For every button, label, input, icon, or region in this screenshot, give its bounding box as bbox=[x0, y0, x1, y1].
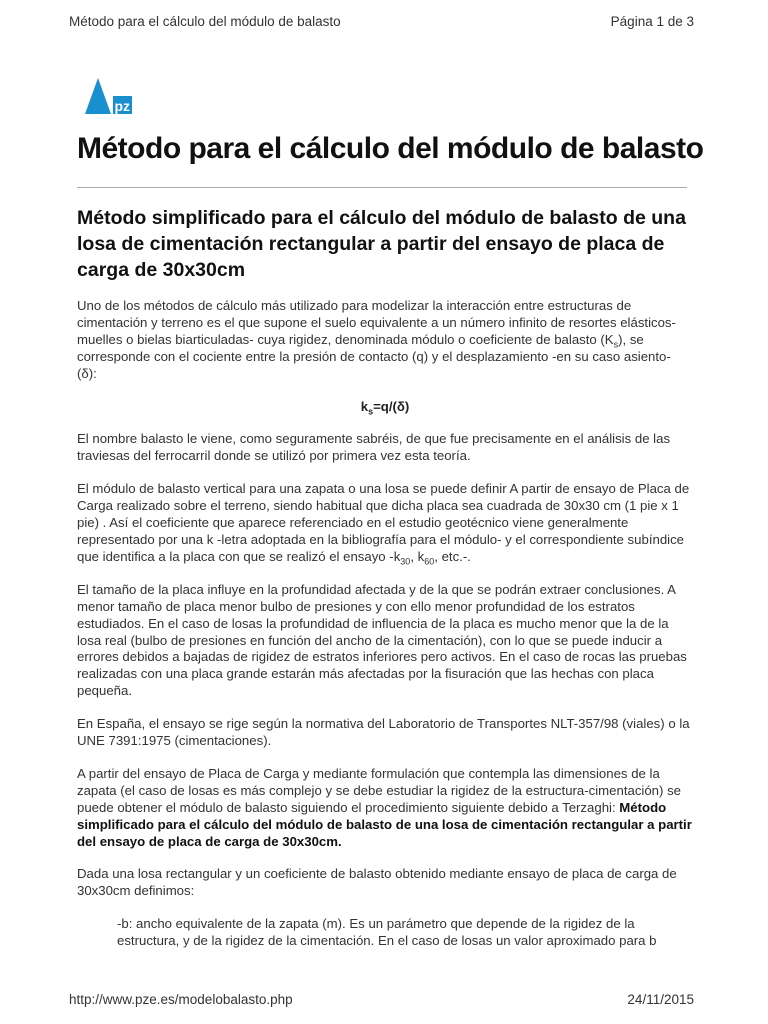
page-header-title: Método para el cálculo del módulo de balasto bbox=[69, 14, 341, 29]
pze-logo-icon bbox=[85, 78, 133, 114]
footer-url: http://www.pze.es/modelobalasto.php bbox=[69, 992, 293, 1007]
page-title: Método para el cálculo del módulo de balasto bbox=[77, 132, 704, 165]
paragraph-plate-size: El tamaño de la placa influye en la profundidad afectada y de la que se podrán extraer conclusiones. A menor tamaño de placa menor bulbo de presiones y con ello menor profundidad de los estratos estudiados. En el caso de losas la profundidad de influencia de la placa es mucho menor que la de la losa real (bulbo de presiones en función del ancho de la cimentación), con lo que se puede inducir a errores debidos a bajadas de rigidez de estratos inferiores pero activos. En el caso de rocas las pruebas realizadas con una placa grande estarán más afectadas por la fisuración que las hechas con placa pequeña. bbox=[77, 581, 687, 699]
paragraph-terzaghi: A partir del ensayo de Placa de Carga y mediante formulación que contempla las dimensiones de la zapata (el caso de losas es más complejo y se debe estudiar la rigidez de la estructura-cimentación) se puede obtener el módulo de balasto siguiendo el procedimiento siguiente debido a Terzaghi: Método simplificado para el cálculo del módulo de balasto de una losa de cimentación rectangular a partir del ensayo de placa de carga de 30x30cm. bbox=[77, 765, 692, 849]
paragraph-b-definition: -b: ancho equivalente de la zapata (m). Es un parámetro que depende de la rigidez de la estructura, y de la rigidez de la cimentación. En el caso de losas un valor aproximado para b bbox=[117, 916, 657, 949]
section-heading: Método simplificado para el cálculo del módulo de balasto de una losa de cimentación rectangular a partir del ensayo de placa de carga de 30x30cm bbox=[77, 207, 686, 281]
formula: $k_s=q/(\delta)$ bbox=[360, 398, 410, 417]
paragraph-definition: El módulo de balasto vertical para una zapata o una losa se puede definir A partir de ensayo de Placa de Carga realizado sobre el terreno, siendo habitual que dicha placa sea cuadrada de 30x30 cm (1 pie x 1 pie) . Así el coeficiente que aparece referenciado en el estudio geotécnico viene generalmente representado por una k -letra adoptada en la bibliografía para el módulo- y el correspondiente subíndice que identifica a la placa con que se realizó el ensayo $-k_{30}$, $k_{60}$, etc.-. bbox=[77, 481, 690, 567]
paragraph-intro: Uno de los métodos de cálculo más utilizado para modelizar la interacción entre estructuras de cimentación y terreno es el que supone el suelo equivalente a un número infinito de resortes elásticos-muelles o bielas biarticuladas- cuya rigidez, denominada módulo o coeficiente de balasto $(K_s)$, se corresponde con el cociente entre la presión de contacto (q) y el desplazamiento -en su caso asiento- (δ): bbox=[77, 298, 676, 381]
paragraph-origin: El nombre balasto le viene, como seguramente sabréis, de que fue precisamente en el análisis de las traviesas del ferrocarril donde se utilizó por primera vez esta teoría. bbox=[77, 431, 671, 464]
paragraph-norms: En España, el ensayo se rige según la normativa del Laboratorio de Transportes NLT-357/98 (viales) o la UNE 7391:1975 (cimentaciones). bbox=[77, 716, 690, 749]
pze-logo bbox=[85, 78, 133, 114]
paragraph-define: Dada una losa rectangular y un coeficiente de balasto obtenido mediante ensayo de placa de carga de 30x30cm definimos: bbox=[77, 866, 677, 899]
title-divider bbox=[77, 187, 687, 188]
page-number: Página 1 de 3 bbox=[610, 14, 694, 29]
article-body bbox=[77, 298, 693, 966]
footer-date: 24/11/2015 bbox=[627, 992, 694, 1007]
logo-text: pz bbox=[114, 98, 131, 114]
